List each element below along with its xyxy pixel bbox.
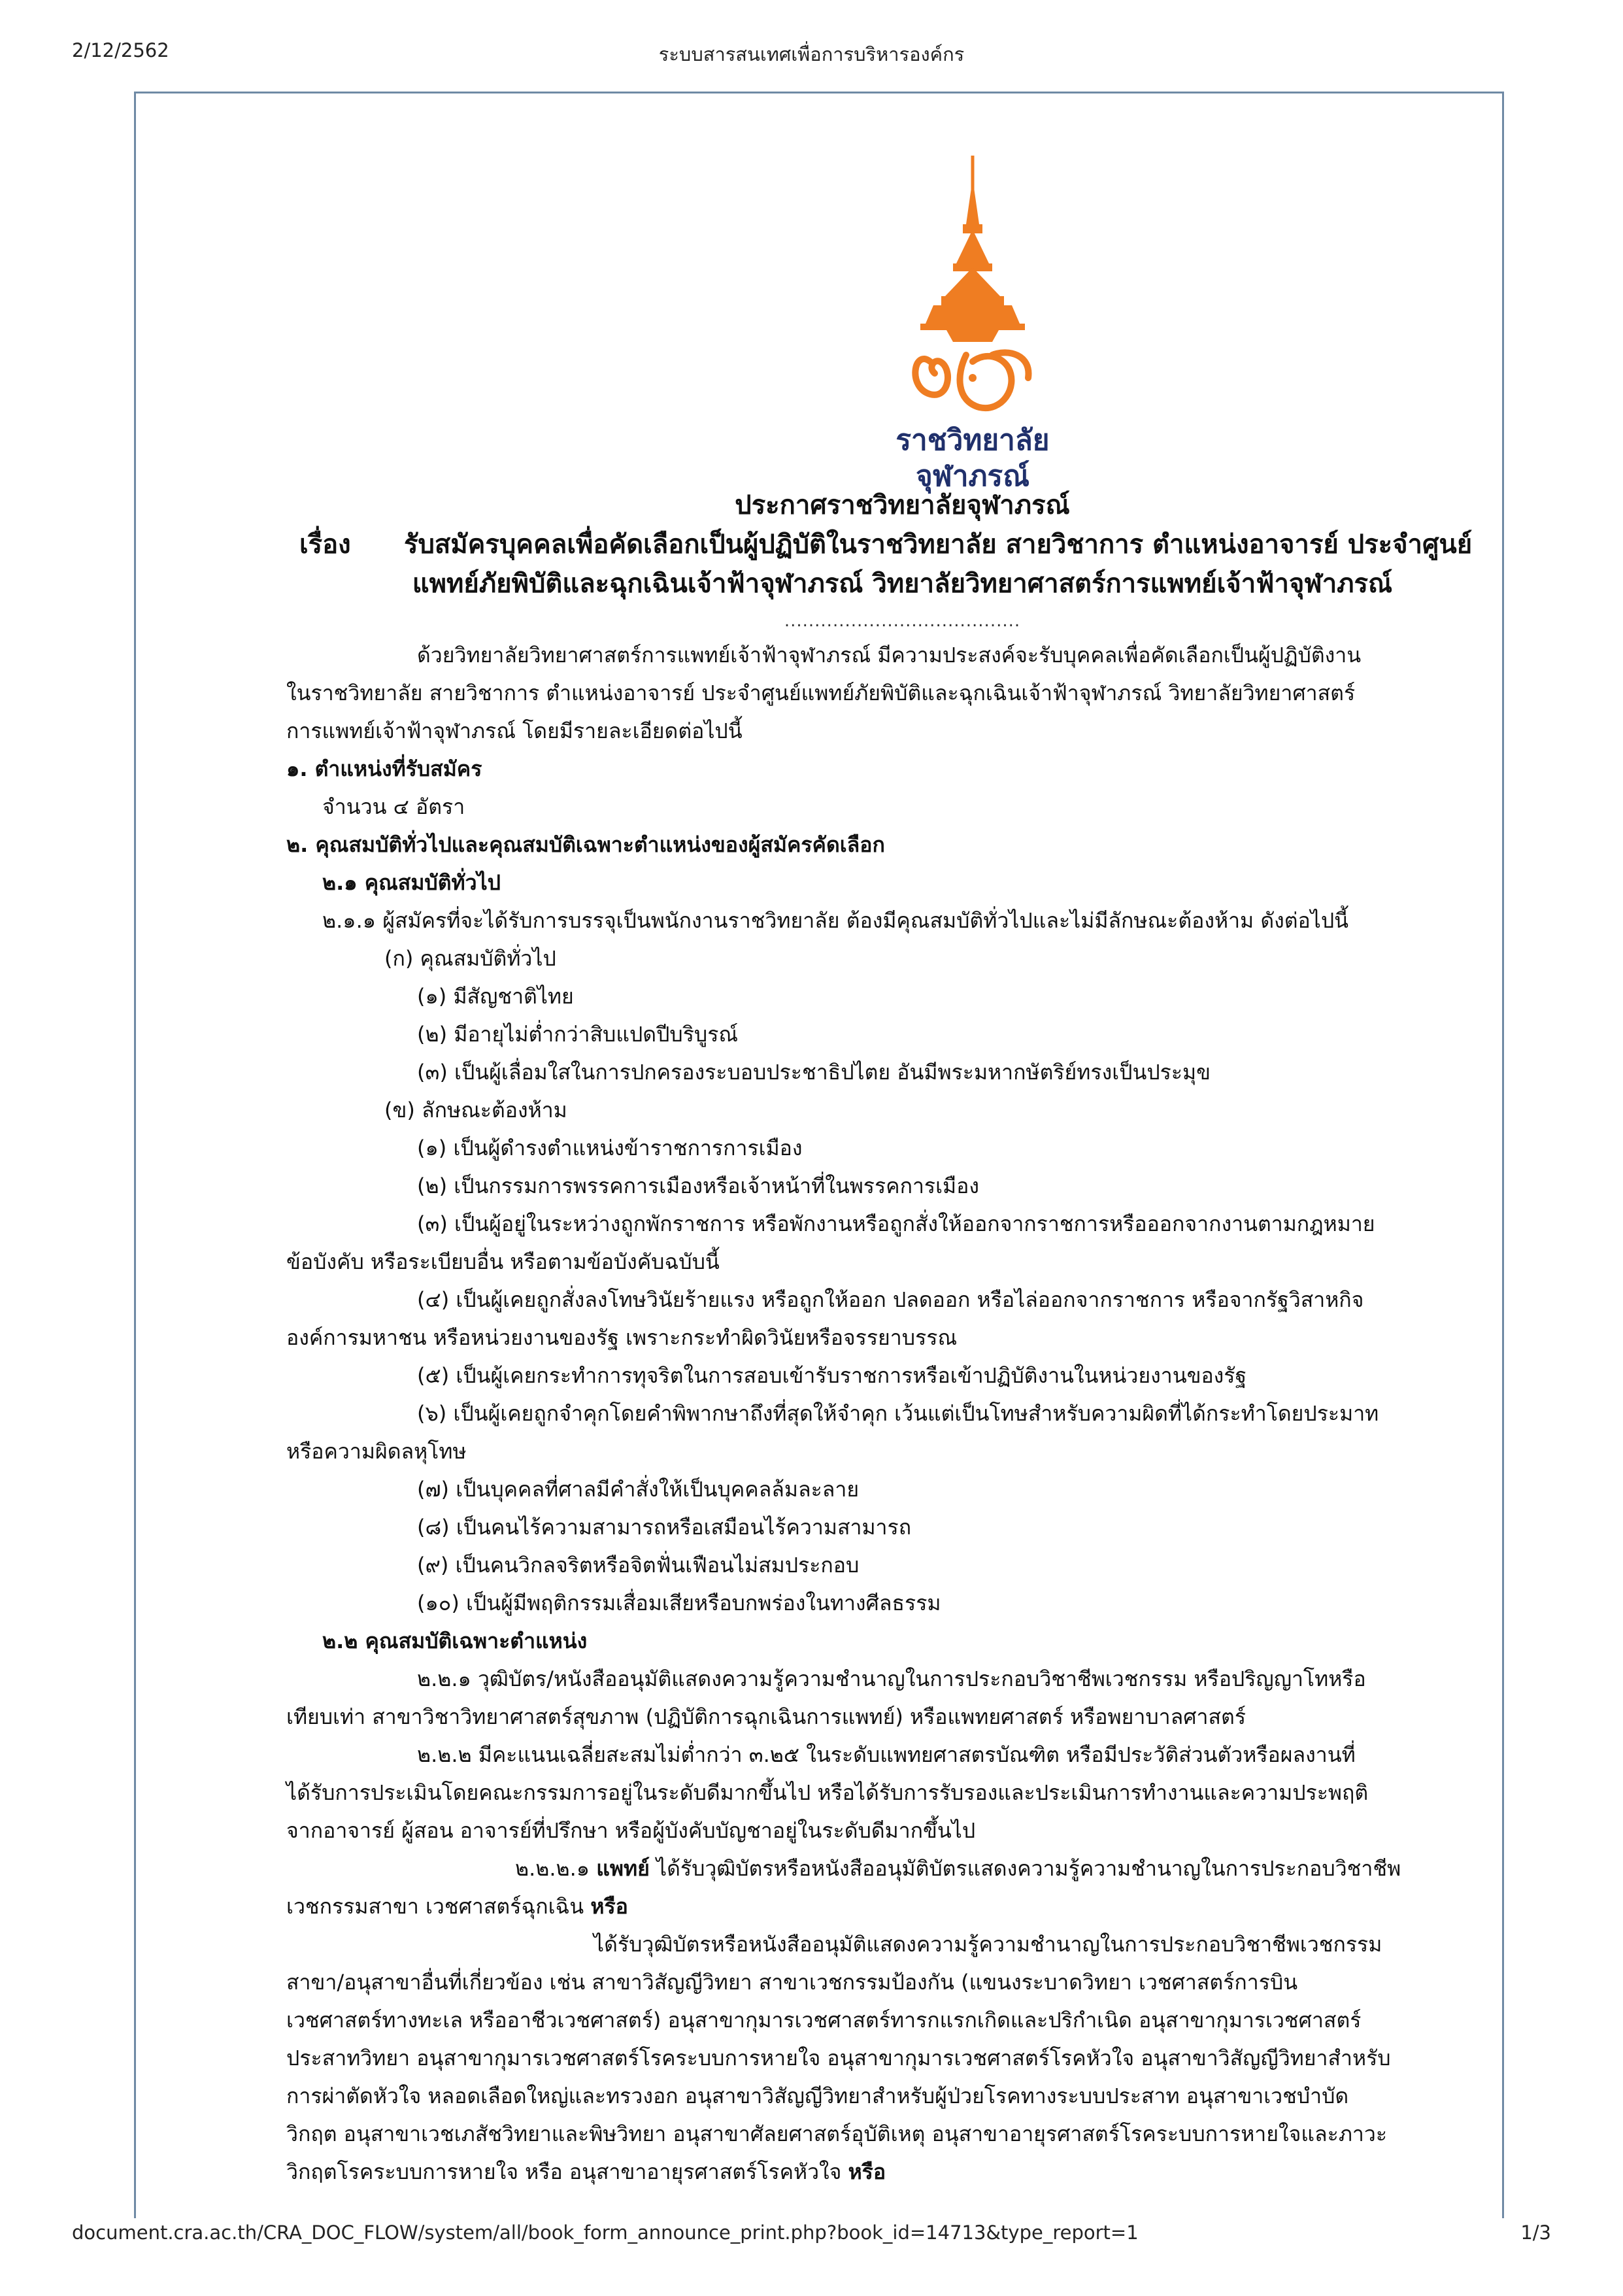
announcement-header [286,486,1518,631]
list-item: (๕) เป็นผู้เคยกระทำการทุจริตในการสอบเข้ารับราชการหรือเข้าปฏิบัติงานในหน่วยงานของรัฐ [417,1363,1247,1388]
subject-line-2: แพทย์ภัยพิบัติและฉุกเฉินเจ้าฟ้าจุฬาภรณ์ วิทยาลัยวิทยาศาสตร์การแพทย์เจ้าฟ้าจุฬาภรณ์ [412,569,1393,599]
document-frame [134,92,1504,2218]
clause-text: ได้รับวุฒิบัตรหรือหนังสืออนุมัติบัตรแสดงความรู้ความชำนาญในการประกอบวิชาชีพ [649,1856,1401,1881]
print-header [0,39,1623,72]
list-item: (๑) เป็นผู้ดำรงตำแหน่งข้าราชการการเมือง [417,1136,803,1160]
intro-line: ในราชวิทยาลัย สายวิชาการ ตำแหน่งอาจารย์ ประจำศูนย์แพทย์ภัยพิบัติและฉุกเฉินเจ้าฟ้าจุฬาภรณ์ วิทยาลัยวิทยาศาสตร์ [286,681,1356,705]
clause-continuation: เทียบเท่า สาขาวิชาวิทยาศาสตร์สุขภาพ (ปฏิบัติการฉุกเฉินการแพทย์) หรือแพทยศาสตร์ หรือพยาบาลศาสตร์ [286,1704,1246,1729]
prohibited-characteristics-heading: (ข) ลักษณะต้องห้าม [384,1098,567,1123]
list-item: (๖) เป็นผู้เคยถูกจำคุกโดยคำพิพากษาถึงที่สุดให้จำคุก เว้นแต่เป็นโทษสำหรับความผิดที่ได้กระทำโดยประมาท [417,1401,1379,1426]
clause-text: เวชกรรมสาขา เวชศาสตร์ฉุกเฉิน [286,1894,591,1919]
subject-label: เรื่อง [299,530,351,560]
general-qualifications-heading: (ก) คุณสมบัติทั่วไป [384,946,556,971]
list-item: (๗) เป็นบุคคลที่ศาลมีคำสั่งให้เป็นบุคคลล้มละลาย [417,1477,860,1502]
announcement-body [286,636,1518,2191]
list-item: (๙) เป็นคนวิกลจริตหรือจิตฟั่นเฟือนไม่สมประกอบ [417,1553,860,1578]
list-item: (๔) เป็นผู้เคยถูกสั่งลงโทษวินัยร้ายแรง หรือถูกให้ออก ปลดออก หรือไล่ออกจากราชการ หรือจากรัฐวิสาหกิจ [417,1287,1364,1312]
logo-name-line2: จุฬาภรณ์ [915,460,1030,493]
clause-number: ๒.๒.๒.๑ [515,1856,590,1881]
college-logo [868,152,1077,518]
clause-continuation [286,1887,1518,1925]
section-1-heading: ๑. ตำแหน่งที่รับสมัคร [286,756,482,781]
clause-2-2-2: ๒.๒.๒ มีคะแนนเฉลี่ยสะสมไม่ต่ำกว่า ๓.๒๕ ในระดับแพทยศาสตรบัณฑิต หรือมีประวัติส่วนตัวหรือผลงานที่ [417,1742,1356,1767]
clause-2-1-1: ๒.๑.๑ ผู้สมัครที่จะได้รับการบรรจุเป็นพนักงานราชวิทยาลัย ต้องมีคุณสมบัติทั่วไปและไม่มีลักษณะต้องห้าม ดังต่อไปนี้ [322,908,1348,933]
or-label: หรือ [848,2159,886,2184]
clause-2-2-1: ๒.๒.๑ วุฒิบัตร/หนังสืออนุมัติแสดงความรู้ความชำนาญในการประกอบวิชาชีพเวชกรรม หรือปริญญาโทหรือ [417,1666,1366,1691]
list-item-continuation: ข้อบังคับ หรือระเบียบอื่น หรือตามข้อบังคับฉบับนี้ [286,1249,720,1274]
clause-continuation: การผ่าตัดหัวใจ หลอดเลือดใหญ่และทรวงอก อนุสาขาวิสัญญีวิทยาสำหรับผู้ป่วยโรคทางระบบประสาท อนุสาขาเวชบำบัด [286,2084,1349,2108]
subject-line-1: รับสมัครบุคคลเพื่อคัดเลือกเป็นผู้ปฏิบัติในราชวิทยาลัย สายวิชาการ ตำแหน่งอาจารย์ ประจำศูนย์ [404,530,1473,560]
list-item: (๒) เป็นกรรมการพรรคการเมืองหรือเจ้าหน้าที่ในพรรคการเมือง [417,1173,979,1198]
list-item: (๑๐) เป็นผู้มีพฤติกรรมเสื่อมเสียหรือบกพร่องในทางศีลธรรม [417,1591,941,1615]
list-item-continuation: องค์การมหาชน หรือหน่วยงานของรัฐ เพราะกระทำผิดวินัยหรือจรรยาบรรณ [286,1325,958,1350]
clause-continuation: วิกฤต อนุสาขาเวชเภสัชวิทยาและพิษวิทยา อนุสาขาศัลยศาสตร์อุบัติเหตุ อนุสาขาอายุรศาสตร์โรคระบบการหายใจและภาวะ [286,2121,1388,2146]
crown-emblem-icon [868,152,1077,420]
clause-2-2-2-1 [286,1849,1518,1887]
announcement-title: ประกาศราชวิทยาลัยจุฬาภรณ์ [735,490,1070,520]
alternative-qualification: ได้รับวุฒิบัตรหรือหนังสืออนุมัติแสดงความรู้ความชำนาญในการประกอบวิชาชีพเวชกรรม [594,1932,1382,1957]
system-title: ระบบสารสนเทศเพื่อการบริหารองค์กร [658,43,965,65]
section-2-1-heading: ๒.๑ คุณสมบัติทั่วไป [322,870,501,895]
list-item: (๒) มีอายุไม่ต่ำกว่าสิบแปดปีบริบูรณ์ [417,1022,739,1047]
clause-continuation: สาขา/อนุสาขาอื่นที่เกี่ยวข้อง เช่น สาขาวิสัญญีวิทยา สาขาเวชกรรมป้องกัน (แขนงระบาดวิทยา เวชศาสตร์การบิน [286,1970,1298,1995]
list-item: (๓) เป็นผู้เลื่อมใสในการปกครองระบอบประชาธิปไตย อันมีพระมหากษัตริย์ทรงเป็นประมุข [417,1060,1211,1085]
clause-continuation: จากอาจารย์ ผู้สอน อาจารย์ที่ปรึกษา หรือผู้บังคับบัญชาอยู่ในระดับดีมากขึ้นไป [286,1818,976,1843]
separator-dots: ....................................... [784,611,1021,631]
or-label: หรือ [590,1894,628,1919]
logo-name-line1: ราชวิทยาลัย [895,424,1050,457]
section-2-heading: ๒. คุณสมบัติทั่วไปและคุณสมบัติเฉพาะตำแหน่งของผู้สมัครคัดเลือก [286,832,885,857]
list-item-continuation: หรือความผิดลหุโทษ [286,1439,467,1464]
print-footer [0,2221,1623,2254]
doctor-label: แพทย์ [596,1856,650,1881]
intro-line: ด้วยวิทยาลัยวิทยาศาสตร์การแพทย์เจ้าฟ้าจุฬาภรณ์ มีความประสงค์จะรับบุคคลเพื่อคัดเลือกเป็นผู้ปฏิบัติงาน [417,643,1362,667]
clause-continuation: ประสาทวิทยา อนุสาขากุมารเวชศาสตร์โรคระบบการหายใจ อนุสาขากุมารเวชศาสตร์โรคหัวใจ อนุสาขาวิสัญญีวิทยาสำหรับ [286,2046,1391,2070]
list-item: (๑) มีสัญชาติไทย [417,984,574,1009]
page-url: document.cra.ac.th/CRA_DOC_FLOW/system/all/book_form_announce_print.php?book_id=14713&type_report=1 [72,2221,1139,2244]
clause-continuation: ได้รับการประเมินโดยคณะกรรมการอยู่ในระดับดีมากขึ้นไป หรือได้รับการรับรองและประเมินการทำงานและความประพฤติ [286,1780,1369,1805]
section-2-2-heading: ๒.๒ คุณสมบัติเฉพาะตำแหน่ง [322,1629,588,1653]
clause-continuation: เวชศาสตร์ทางทะเล หรืออาชีวเวชศาสตร์) อนุสาขากุมารเวชศาสตร์ทารกแรกเกิดและปริกำเนิด อนุสาขากุมารเวชศาสตร์ [286,2008,1362,2033]
subject-row [286,525,1518,564]
intro-line: การแพทย์เจ้าฟ้าจุฬาภรณ์ โดยมีรายละเอียดต่อไปนี้ [286,718,743,743]
list-item: (๘) เป็นคนไร้ความสามารถหรือเสมือนไร้ความสามารถ [417,1515,912,1540]
list-item: (๓) เป็นผู้อยู่ในระหว่างถูกพักราชการ หรือพักงานหรือถูกสั่งให้ออกจากราชการหรือออกจากงานตามกฎหมาย [417,1211,1375,1236]
page-number: 1/3 [1520,2221,1551,2244]
position-count: จำนวน ๔ อัตรา [322,794,465,819]
clause-text: วิกฤตโรคระบบการหายใจ หรือ อนุสาขาอายุรศาสตร์โรคหัวใจ [286,2159,848,2184]
print-date: 2/12/2562 [72,39,169,61]
clause-continuation [286,2153,1518,2191]
